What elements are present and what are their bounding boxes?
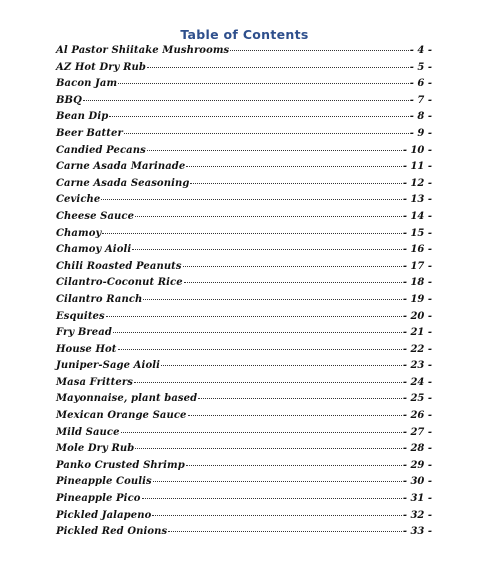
toc-entry[interactable] xyxy=(56,493,432,510)
toc-entry[interactable] xyxy=(56,128,432,145)
toc-entry[interactable] xyxy=(56,360,432,377)
dot-leader xyxy=(106,316,402,317)
toc-title: Table of Contents xyxy=(180,27,309,42)
dot-leader xyxy=(132,249,402,250)
toc-entry-page-number: - 28 - xyxy=(402,443,432,455)
dot-leader xyxy=(168,531,402,532)
toc-entry[interactable] xyxy=(56,228,432,245)
toc-entry-page-number: - 8 - xyxy=(409,111,432,123)
toc-entry[interactable] xyxy=(56,277,432,294)
toc-entry-name: Mayonnaise, plant based xyxy=(56,393,198,405)
toc-entry-page-number: - 23 - xyxy=(402,360,432,372)
toc-entry[interactable] xyxy=(56,377,432,394)
toc-entry-name: Candied Pecans xyxy=(56,144,146,156)
dot-leader xyxy=(161,365,402,366)
toc-entry-name: Masa Fritters xyxy=(56,376,133,388)
toc-entry-name: Mexican Orange Sauce xyxy=(56,410,187,422)
toc-entry-page-number: - 21 - xyxy=(402,327,432,339)
toc-entry[interactable] xyxy=(56,95,432,112)
dot-leader xyxy=(143,299,401,300)
toc-entry[interactable] xyxy=(56,393,432,410)
toc-entry[interactable] xyxy=(56,443,432,460)
toc-entry-page-number: - 25 - xyxy=(402,393,432,405)
dot-leader xyxy=(135,448,401,449)
toc-entry-page-number: - 22 - xyxy=(402,343,432,355)
toc-entry-page-number: - 15 - xyxy=(402,227,432,239)
toc-entry-page-number: - 11 - xyxy=(402,161,432,173)
toc-entry-name: Chili Roasted Peanuts xyxy=(56,260,182,272)
toc-entry-page-number: - 7 - xyxy=(409,94,432,106)
toc-entry-name: Pineapple Pico xyxy=(56,493,141,505)
dot-leader xyxy=(183,266,402,267)
toc-entry-page-number: - 4 - xyxy=(409,45,432,56)
dot-leader xyxy=(102,233,401,234)
toc-entry[interactable] xyxy=(56,327,432,344)
toc-entry[interactable] xyxy=(56,45,432,62)
dot-leader xyxy=(109,116,408,117)
dot-leader xyxy=(118,349,402,350)
toc-entry-page-number: - 6 - xyxy=(409,78,432,90)
toc-entry-page-number: - 16 - xyxy=(402,244,432,256)
dot-leader xyxy=(124,133,409,134)
toc-entry-name: Mole Dry Rub xyxy=(56,443,135,455)
toc-entry-name: Panko Crusted Shrimp xyxy=(56,459,185,471)
dot-leader xyxy=(153,481,402,482)
toc-entry[interactable] xyxy=(56,526,432,543)
dot-leader xyxy=(118,83,409,84)
toc-entry-name: Pickled Red Onions xyxy=(56,526,168,538)
toc-entry-name: House Hot xyxy=(56,343,117,355)
toc-entry-page-number: - 17 - xyxy=(402,260,432,272)
toc-entry-name: Pineapple Coulis xyxy=(56,476,152,488)
dot-leader xyxy=(198,398,402,399)
dot-leader xyxy=(113,332,402,333)
toc-entry-page-number: - 26 - xyxy=(402,410,432,422)
dot-leader xyxy=(121,432,402,433)
toc-entry[interactable] xyxy=(56,178,432,195)
toc-entry-page-number: - 29 - xyxy=(402,459,432,471)
toc-list xyxy=(56,45,432,543)
toc-entry[interactable] xyxy=(56,161,432,178)
dot-leader xyxy=(147,150,402,151)
toc-entry-name: Chamoy Aioli xyxy=(56,244,132,256)
toc-entry-page-number: - 13 - xyxy=(402,194,432,206)
toc-entry-name: Juniper-Sage Aioli xyxy=(56,360,161,372)
toc-entry-page-number: - 30 - xyxy=(402,476,432,488)
toc-entry-name: BBQ xyxy=(56,94,82,106)
toc-entry-name: Pickled Jalapeno xyxy=(56,509,152,521)
toc-entry-name: Chamoy xyxy=(56,227,102,239)
toc-entry[interactable] xyxy=(56,145,432,162)
toc-entry[interactable] xyxy=(56,460,432,477)
toc-entry[interactable] xyxy=(56,344,432,361)
dot-leader xyxy=(83,100,409,101)
toc-entry-name: Carne Asada Seasoning xyxy=(56,177,190,189)
dot-leader xyxy=(186,166,401,167)
toc-entry-name: Al Pastor Shiitake Mushrooms xyxy=(56,45,230,56)
dot-leader xyxy=(101,199,401,200)
toc-entry-page-number: - 31 - xyxy=(402,493,432,505)
toc-entry-page-number: - 20 - xyxy=(402,310,432,322)
toc-entry-name: Esquites xyxy=(56,310,105,322)
toc-entry-name: Carne Asada Marinade xyxy=(56,161,186,173)
toc-entry-name: Ceviche xyxy=(56,194,101,206)
toc-entry[interactable] xyxy=(56,294,432,311)
dot-leader xyxy=(190,183,401,184)
toc-entry-page-number: - 19 - xyxy=(402,293,432,305)
toc-entry[interactable] xyxy=(56,194,432,211)
toc-entry-page-number: - 10 - xyxy=(402,144,432,156)
toc-entry-page-number: - 12 - xyxy=(402,177,432,189)
toc-entry-name: Mild Sauce xyxy=(56,426,120,438)
toc-entry-name: Fry Bread xyxy=(56,327,112,339)
toc-entry[interactable] xyxy=(56,111,432,128)
toc-entry-page-number: - 27 - xyxy=(402,426,432,438)
toc-entry-page-number: - 5 - xyxy=(409,61,432,73)
toc-entry[interactable] xyxy=(56,311,432,328)
dot-leader xyxy=(186,465,402,466)
toc-entry-page-number: - 33 - xyxy=(402,526,432,538)
dot-leader xyxy=(135,216,402,217)
toc-entry-name: Beer Batter xyxy=(56,127,123,139)
toc-entry[interactable] xyxy=(56,476,432,493)
toc-entry[interactable] xyxy=(56,62,432,79)
toc-entry-page-number: - 24 - xyxy=(402,376,432,388)
toc-entry[interactable] xyxy=(56,211,432,228)
dot-leader xyxy=(188,415,402,416)
toc-entry-page-number: - 18 - xyxy=(402,277,432,289)
toc-entry[interactable] xyxy=(56,78,432,95)
toc-entry-name: Cheese Sauce xyxy=(56,210,135,222)
dot-leader xyxy=(184,282,402,283)
dot-leader xyxy=(147,67,409,68)
toc-entry[interactable] xyxy=(56,427,432,444)
toc-entry-name: Bean Dip xyxy=(56,111,109,123)
toc-entry[interactable] xyxy=(56,244,432,261)
dot-leader xyxy=(142,498,402,499)
toc-entry-name: Bacon Jam xyxy=(56,78,118,90)
toc-entry-name: Cilantro-Coconut Rice xyxy=(56,277,183,289)
dot-leader xyxy=(134,382,402,383)
toc-entry-page-number: - 9 - xyxy=(409,127,432,139)
toc-entry[interactable] xyxy=(56,510,432,527)
toc-entry-name: Cilantro Ranch xyxy=(56,293,143,305)
dot-leader xyxy=(230,50,409,51)
dot-leader xyxy=(152,515,401,516)
toc-entry[interactable] xyxy=(56,410,432,427)
toc-entry-page-number: - 14 - xyxy=(402,210,432,222)
toc-entry[interactable] xyxy=(56,261,432,278)
toc-entry-page-number: - 32 - xyxy=(402,509,432,521)
toc-entry-name: AZ Hot Dry Rub xyxy=(56,61,146,73)
